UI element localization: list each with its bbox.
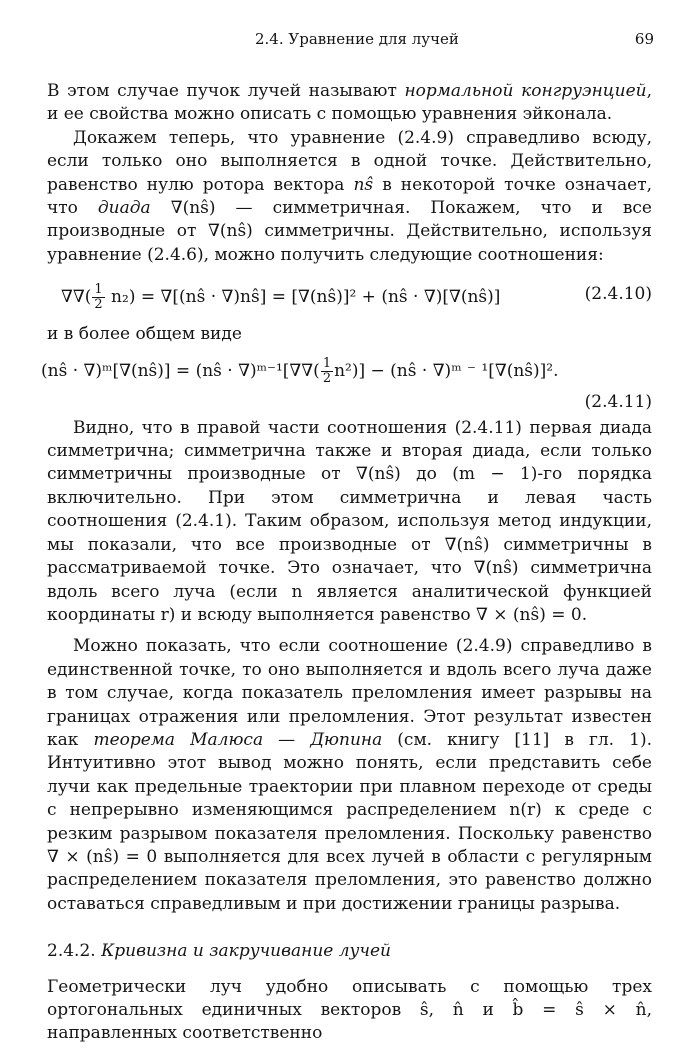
subsection-number: 2.4.2.: [47, 941, 96, 962]
term-malus-dupin-theorem: теорема Малюса — Дюпина: [93, 729, 383, 750]
paragraph-2: Докажем теперь, что уравнение (2.4.9) справедливо всюду, если только оно выполняется в одной точке. Действительно, равенство нулю ротора вектора nŝ в некоторой точке означает, что диада ∇(nŝ) — симметричная. Покажем, что и все производные от ∇(nŝ) симметричны. Действительно, используя уравнение (2.4.6), можно получить следующие соотношения:: [47, 127, 653, 265]
paragraph-1: В этом случае пучок лучей называют нормальной конгруэнцией, и ее свойства можно описать с помощью уравнения эйконала.: [47, 81, 652, 125]
fraction-one-half: $\frac{1}{2}$: [322, 355, 332, 386]
running-header: [0, 30, 696, 52]
subsection-heading: [47, 940, 652, 963]
paragraph-3: и в более общем виде: [47, 324, 242, 345]
paragraph-5: Можно показать, что если соотношение (2.4.9) справедливо в единственной точке, то оно выполняется и вдоль всего луча даже в том случае, когда показатель преломления имеет разрывы на границах отражения или преломления. Этот результат известен как теорема Малюса — Дюпина (см. книгу [11] в гл. 1). Интуитивно этот вывод можно понять, если представить себе лучи как предельные траектории при плавном переходе от среды с непрерывно изменяющимся распределением n(r) к среде с резким разрывом показателя преломления. Поскольку равенство ∇ × (nŝ) = 0 выполняется для всех лучей в области с регулярным распределением показателя преломления, это равенство должно оставаться справедливым и при достижении границы разрыва.: [47, 636, 652, 914]
paragraph-6: Геометрически луч удобно описывать с помощью трех ортогональных единичных векторов ŝ, n̂ и b̂ = ŝ × n̂, направленных соответственно: [47, 976, 652, 1044]
page-number: 69: [634, 30, 654, 48]
fraction-one-half: $\frac{1}{2}$: [94, 282, 103, 313]
equation-2-4-10: ∇∇( $\frac{1}{2}$ n₂) = ∇[(nŝ · ∇)nŝ] = [∇(nŝ)]² + (nŝ · ∇)[∇(nŝ)] (2.4.10): [61, 282, 652, 313]
equation-label-2-4-10: (2.4.10): [584, 284, 652, 305]
equation-label-2-4-11: (2.4.11): [584, 391, 652, 412]
equation-2-4-11: (nŝ · ∇)ᵐ[∇(nŝ)] = (nŝ · ∇)ᵐ⁻¹[∇∇( $\frac{1}{2}$ n²)] − (nŝ · ∇)ᵐ ⁻ ¹[∇(nŝ)]².: [41, 355, 559, 386]
page-body: [41, 80, 653, 1046]
subsection-title: Кривизна и закручивание лучей: [101, 941, 392, 962]
term-dyad: диада: [97, 198, 151, 219]
term-normal-congruence: нормальной конгруэнцией: [404, 81, 647, 101]
paragraph-4: Видно, что в правой части соотношения (2.4.11) первая диада симметрична; симметрична также и вторая диада, если только симметричны производные от ∇(nŝ) до (m − 1)-го порядка включительно. При этом симметрична и левая часть соотношения (2.4.1). Таким образом, используя метод индукции, мы показали, что все производные от ∇(nŝ) симметричны в рассматриваемой точке. Это означает, что ∇(nŝ) симметрична вдоль всего луча (если n является аналитической функцией координаты r) и всюду выполняется равенство ∇ × (nŝ) = 0.: [47, 417, 652, 625]
vector-ns: nŝ: [353, 174, 374, 195]
header-title: 2.4. Уравнение для лучей: [255, 30, 459, 48]
